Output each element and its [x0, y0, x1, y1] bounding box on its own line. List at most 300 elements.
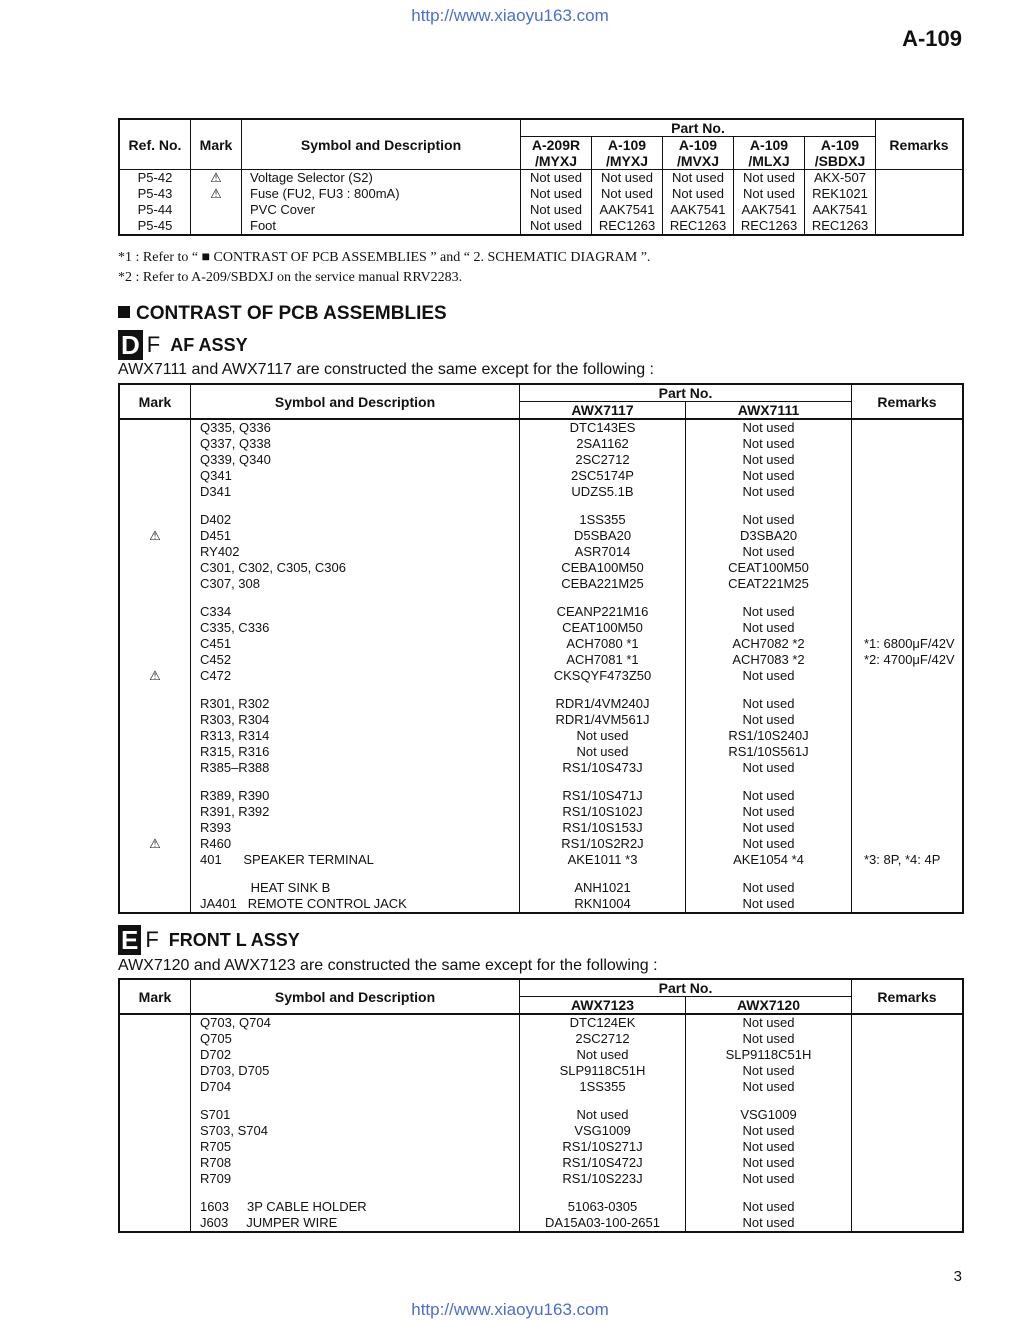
spacer-cell [119, 592, 191, 604]
col-model: A-109 /MLXJ [734, 137, 805, 170]
spacer-cell [686, 776, 852, 788]
part-no: 51063-0305 [520, 1199, 686, 1215]
part-no: ASR7014 [520, 544, 686, 560]
assy-letter: E [118, 925, 141, 955]
spacer-cell [686, 500, 852, 512]
mark [119, 788, 191, 804]
remarks: *3: 8P, *4: 4P [864, 852, 941, 867]
table-row [119, 820, 963, 836]
table-row [119, 484, 963, 500]
table-row [119, 728, 963, 744]
af-parts-table [118, 383, 964, 914]
mark [119, 544, 191, 560]
part-no: Not used [686, 419, 852, 436]
table-row [119, 560, 963, 576]
table-row [119, 202, 963, 218]
part-no: ANH1021 [520, 880, 686, 896]
part-no: Not used [521, 170, 592, 187]
col-part-no: Part No. [520, 384, 852, 402]
description: C335, C336 [191, 620, 520, 636]
description: C452 [191, 652, 520, 668]
mark [119, 852, 191, 868]
remarks [852, 528, 964, 544]
description: Voltage Selector (S2) [242, 170, 521, 187]
col-mark: Mark [119, 384, 191, 419]
mark [119, 1107, 191, 1123]
remarks [852, 452, 964, 468]
part-no: Not used [686, 696, 852, 712]
col-model: A-109 /SBDXJ [805, 137, 876, 170]
part-no: Not used [686, 668, 852, 684]
col-symbol: Symbol and Description [242, 119, 521, 170]
part-no: ACH7081 *1 [520, 652, 686, 668]
part-no: Not used [686, 1123, 852, 1139]
mark [119, 468, 191, 484]
spacer-cell [686, 684, 852, 696]
part-no: Not used [686, 1063, 852, 1079]
mark [119, 652, 191, 668]
table-row [119, 652, 963, 668]
af-assy-title [118, 330, 248, 360]
part-no: Not used [686, 880, 852, 896]
spacer-cell [686, 868, 852, 880]
part-no: Not used [686, 1079, 852, 1095]
remarks [876, 218, 964, 235]
spacer-cell [520, 1095, 686, 1107]
part-no: VSG1009 [686, 1107, 852, 1123]
part-no: CEAT100M50 [686, 560, 852, 576]
section-title: CONTRAST OF PCB ASSEMBLIES [118, 303, 447, 325]
part-no: Not used [686, 788, 852, 804]
part-no: D5SBA20 [520, 528, 686, 544]
table-row [119, 668, 963, 684]
mark: ⚠ [191, 170, 242, 187]
col-remarks: Remarks [852, 384, 964, 419]
col-symbol: Symbol and Description [191, 384, 520, 419]
description: JA401 REMOTE CONTROL JACK [191, 896, 520, 913]
table-row [119, 1047, 963, 1063]
spacer-cell [191, 592, 520, 604]
remarks: *2: 4700μF/42V [864, 652, 955, 667]
part-no: Not used [686, 1155, 852, 1171]
mark [119, 512, 191, 528]
spacer-cell [686, 1187, 852, 1199]
mark [119, 636, 191, 652]
spacer-cell [191, 1095, 520, 1107]
remarks [852, 668, 964, 684]
ref-no: P5-43 [119, 186, 191, 202]
part-no: Not used [686, 468, 852, 484]
mark [119, 1123, 191, 1139]
part-no: 2SC2712 [520, 452, 686, 468]
part-no: Not used [686, 1171, 852, 1187]
spacer-cell [119, 684, 191, 696]
spacer-cell [852, 500, 964, 512]
col-awx7120: AWX7120 [686, 997, 852, 1015]
col-symbol: Symbol and Description [191, 979, 520, 1014]
part-no: AKX-507 [805, 170, 876, 187]
part-no: ACH7083 *2 [686, 652, 852, 668]
col-model: A-109 /MYXJ [592, 137, 663, 170]
mark [191, 218, 242, 235]
mark [119, 880, 191, 896]
description: Q341 [191, 468, 520, 484]
group-spacer [119, 776, 963, 788]
part-no: CEBA100M50 [520, 560, 686, 576]
remarks [852, 728, 964, 744]
front-intro: AWX7120 and AWX7123 are constructed the same except for the following : [118, 957, 658, 974]
part-no: Not used [686, 1031, 852, 1047]
spacer-cell [191, 868, 520, 880]
remarks [852, 544, 964, 560]
table-row [119, 880, 963, 896]
group-spacer [119, 1095, 963, 1107]
description: D341 [191, 484, 520, 500]
col-model: A-109 /MVXJ [663, 137, 734, 170]
table-row [119, 696, 963, 712]
remarks [852, 788, 964, 804]
group-spacer [119, 1187, 963, 1199]
description: R393 [191, 820, 520, 836]
table-row [119, 788, 963, 804]
part-no: VSG1009 [520, 1123, 686, 1139]
part-no: REC1263 [734, 218, 805, 235]
part-no: UDZS5.1B [520, 484, 686, 500]
mark [119, 604, 191, 620]
part-no: Not used [663, 186, 734, 202]
col-awx7117: AWX7117 [520, 402, 686, 420]
part-no: CEBA221M25 [520, 576, 686, 592]
remarks [876, 186, 964, 202]
part-no: Not used [686, 896, 852, 913]
mark [119, 1014, 191, 1031]
remarks [852, 760, 964, 776]
part-no: Not used [686, 484, 852, 500]
col-remarks: Remarks [852, 979, 964, 1014]
assy-letter: D [118, 330, 143, 360]
mark: ⚠ [119, 668, 191, 684]
assy-name: AF ASSY [170, 334, 248, 355]
table-row [119, 836, 963, 852]
spacer-cell [191, 1187, 520, 1199]
table-row [119, 186, 963, 202]
description: R313, R314 [191, 728, 520, 744]
mark [119, 1155, 191, 1171]
part-no: RS1/10S472J [520, 1155, 686, 1171]
remarks [852, 696, 964, 712]
description: D402 [191, 512, 520, 528]
part-no: Not used [592, 170, 663, 187]
remarks [852, 880, 964, 896]
ref-no: P5-44 [119, 202, 191, 218]
part-no: Not used [686, 452, 852, 468]
description: C472 [191, 668, 520, 684]
spacer-cell [520, 1187, 686, 1199]
part-no: Not used [521, 218, 592, 235]
table-row [119, 620, 963, 636]
mark [119, 696, 191, 712]
part-no: SLP9118C51H [520, 1063, 686, 1079]
page-number: 3 [953, 1268, 962, 1285]
square-bullet-icon [118, 306, 130, 318]
part-no: Not used [734, 170, 805, 187]
description: R705 [191, 1139, 520, 1155]
description: R315, R316 [191, 744, 520, 760]
part-no: AAK7541 [592, 202, 663, 218]
part-no: AKE1011 *3 [520, 852, 686, 868]
description: Q705 [191, 1031, 520, 1047]
table-row [119, 1155, 963, 1171]
remarks [852, 744, 964, 760]
spacer-cell [520, 684, 686, 696]
part-no: Not used [734, 186, 805, 202]
part-no: REC1263 [663, 218, 734, 235]
group-spacer [119, 592, 963, 604]
mark: ⚠ [191, 186, 242, 202]
mark [119, 1079, 191, 1095]
spacer-cell [191, 776, 520, 788]
part-no: Not used [520, 1107, 686, 1123]
table-row [119, 544, 963, 560]
description: Foot [242, 218, 521, 235]
remarks [852, 419, 964, 436]
mark [119, 1047, 191, 1063]
part-no: ACH7080 *1 [520, 636, 686, 652]
table-row [119, 1014, 963, 1031]
mark [119, 728, 191, 744]
col-mark: Mark [119, 979, 191, 1014]
part-no: AAK7541 [734, 202, 805, 218]
table-row [119, 1063, 963, 1079]
description: C301, C302, C305, C306 [191, 560, 520, 576]
description: R709 [191, 1171, 520, 1187]
part-no: ACH7082 *2 [686, 636, 852, 652]
remarks [852, 820, 964, 836]
part-no: REC1263 [592, 218, 663, 235]
part-no: RS1/10S223J [520, 1171, 686, 1187]
description: D702 [191, 1047, 520, 1063]
spacer-cell [520, 776, 686, 788]
note-1: *1 : Refer to “ ■ CONTRAST OF PCB ASSEMBLIES ” and “ 2. SCHEMATIC DIAGRAM ”. [118, 250, 651, 265]
part-no: Not used [686, 620, 852, 636]
group-spacer [119, 684, 963, 696]
front-assy-title [118, 925, 300, 955]
mark: ⚠ [119, 528, 191, 544]
spacer-cell [191, 684, 520, 696]
table-row [119, 744, 963, 760]
ref-no: P5-45 [119, 218, 191, 235]
description: Q335, Q336 [191, 419, 520, 436]
af-intro: AWX7111 and AWX7117 are constructed the same except for the following : [118, 361, 654, 378]
mark [119, 484, 191, 500]
mark [119, 1171, 191, 1187]
bottom-url[interactable]: http://www.xiaoyu163.com [411, 1300, 609, 1319]
part-no: Not used [592, 186, 663, 202]
description: RY402 [191, 544, 520, 560]
table-row [119, 1123, 963, 1139]
spacer-cell [119, 1187, 191, 1199]
description: R385–R388 [191, 760, 520, 776]
table-row [119, 1031, 963, 1047]
mark [119, 804, 191, 820]
part-no: Not used [686, 1215, 852, 1232]
mark [119, 1031, 191, 1047]
description: S701 [191, 1107, 520, 1123]
description: Q339, Q340 [191, 452, 520, 468]
assy-name: FRONT L ASSY [168, 929, 300, 950]
part-no: SLP9118C51H [686, 1047, 852, 1063]
remarks [852, 436, 964, 452]
part-no: 2SC5174P [520, 468, 686, 484]
remarks [852, 484, 964, 500]
table-row [119, 512, 963, 528]
description: C307, 308 [191, 576, 520, 592]
mark [119, 1199, 191, 1215]
part-no: D3SBA20 [686, 528, 852, 544]
part-no: Not used [686, 512, 852, 528]
remarks [852, 712, 964, 728]
mark [119, 744, 191, 760]
table-row [119, 1171, 963, 1187]
part-no: RS1/10S473J [520, 760, 686, 776]
top-url[interactable]: http://www.xiaoyu163.com [411, 6, 609, 25]
spacer-cell [119, 776, 191, 788]
part-no: CKSQYF473Z50 [520, 668, 686, 684]
remarks [852, 896, 964, 913]
group-spacer [119, 868, 963, 880]
part-no: RS1/10S271J [520, 1139, 686, 1155]
spacer-cell [686, 592, 852, 604]
spacer-cell [686, 1095, 852, 1107]
table-row [119, 636, 963, 652]
remarks [852, 1107, 964, 1123]
table-row [119, 452, 963, 468]
spacer-cell [520, 868, 686, 880]
spacer-cell [191, 500, 520, 512]
part-no: RS1/10S2R2J [520, 836, 686, 852]
mark [119, 419, 191, 436]
mark [191, 202, 242, 218]
remarks [852, 1171, 964, 1187]
part-no: REC1263 [805, 218, 876, 235]
description: J603 JUMPER WIRE [191, 1215, 520, 1232]
part-no: Not used [686, 1014, 852, 1031]
remarks [876, 170, 964, 187]
part-no: 2SA1162 [520, 436, 686, 452]
mark [119, 820, 191, 836]
part-no: Not used [686, 1199, 852, 1215]
part-no: RS1/10S471J [520, 788, 686, 804]
col-awx7111: AWX7111 [686, 402, 852, 420]
remarks [852, 1215, 964, 1232]
description: Q337, Q338 [191, 436, 520, 452]
spacer-cell [852, 1187, 964, 1199]
remarks [852, 1079, 964, 1095]
spacer-cell [852, 684, 964, 696]
part-no: Not used [521, 186, 592, 202]
part-no: DTC143ES [520, 419, 686, 436]
table-row [119, 1139, 963, 1155]
group-spacer [119, 500, 963, 512]
table-row [119, 852, 963, 868]
spacer-cell [520, 500, 686, 512]
assy-f: F [146, 332, 161, 357]
mark [119, 1063, 191, 1079]
part-no: Not used [686, 544, 852, 560]
table-row [119, 528, 963, 544]
table-row [119, 896, 963, 913]
part-no: RDR1/4VM240J [520, 696, 686, 712]
part-no: CEAT221M25 [686, 576, 852, 592]
mark [119, 436, 191, 452]
description: S703, S704 [191, 1123, 520, 1139]
description: R391, R392 [191, 804, 520, 820]
part-no: REK1021 [805, 186, 876, 202]
description: C451 [191, 636, 520, 652]
remarks [876, 202, 964, 218]
remarks [852, 560, 964, 576]
mark [119, 560, 191, 576]
spacer-cell [852, 1095, 964, 1107]
mark [119, 576, 191, 592]
part-no: DTC124EK [520, 1014, 686, 1031]
parts-table [118, 118, 964, 236]
note-2: *2 : Refer to A-209/SBDXJ on the service manual RRV2283. [118, 270, 463, 285]
remarks [852, 1014, 964, 1031]
ref-no: P5-42 [119, 170, 191, 187]
part-no: AAK7541 [805, 202, 876, 218]
front-parts-table [118, 978, 964, 1233]
page-id: A-109 [902, 26, 962, 51]
description: R303, R304 [191, 712, 520, 728]
mark [119, 452, 191, 468]
description: 1603 3P CABLE HOLDER [191, 1199, 520, 1215]
mark [119, 896, 191, 913]
mark [119, 760, 191, 776]
remarks: *1: 6800μF/42V [864, 636, 955, 651]
spacer-cell [852, 592, 964, 604]
remarks [852, 1199, 964, 1215]
part-no: Not used [520, 744, 686, 760]
col-remarks: Remarks [876, 119, 964, 170]
part-no: AKE1054 *4 [686, 852, 852, 868]
description: PVC Cover [242, 202, 521, 218]
description: HEAT SINK B [191, 880, 520, 896]
description: R301, R302 [191, 696, 520, 712]
part-no: Not used [686, 712, 852, 728]
part-no: DA15A03-100-2651 [520, 1215, 686, 1232]
mark: ⚠ [119, 836, 191, 852]
part-no: CEANP221M16 [520, 604, 686, 620]
remarks [852, 1063, 964, 1079]
remarks [852, 620, 964, 636]
col-mark: Mark [191, 119, 242, 170]
table-row [119, 436, 963, 452]
table-row [119, 576, 963, 592]
part-no: Not used [686, 820, 852, 836]
part-no: Not used [686, 604, 852, 620]
remarks [852, 1047, 964, 1063]
part-no: Not used [521, 202, 592, 218]
part-no: Not used [686, 804, 852, 820]
assy-f: F [145, 927, 159, 952]
part-no: 2SC2712 [520, 1031, 686, 1047]
mark [119, 712, 191, 728]
table-row [119, 1199, 963, 1215]
col-part-no: Part No. [521, 119, 876, 137]
table-row [119, 1079, 963, 1095]
col-ref-no: Ref. No. [119, 119, 191, 170]
